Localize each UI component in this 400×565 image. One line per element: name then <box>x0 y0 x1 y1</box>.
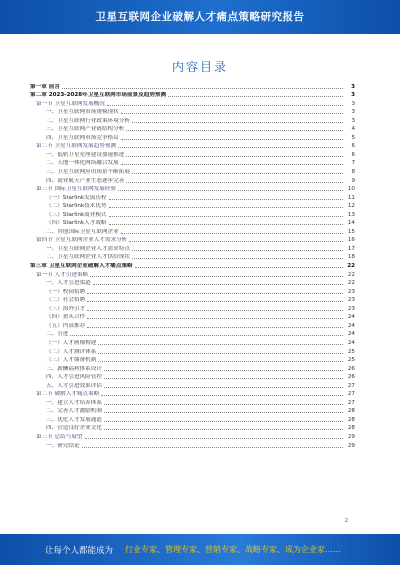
toc-entry-page: 27 <box>347 391 355 398</box>
toc-entry-page: 7 <box>351 160 355 167</box>
toc-leader-dots <box>104 370 343 371</box>
toc-entry-page: 23 <box>347 305 355 312</box>
toc-entry-title: 四、卫星互联网市场竞争格局 <box>46 134 119 141</box>
toc-entry-title: 第四节 卫星互联网企业人才需求分析 <box>36 237 128 244</box>
toc-leader-dots <box>70 335 343 336</box>
toc-entry-page: 16 <box>347 237 355 244</box>
toc-leader-dots <box>109 224 343 225</box>
toc-entry-title: （一）校园招聘 <box>46 288 86 295</box>
toc-entry-page: 24 <box>347 322 355 329</box>
toc-leader-dots <box>90 276 343 277</box>
toc-entry-title: （一）Starlink发展历程 <box>46 194 107 201</box>
toc-entry-page: 9 <box>351 177 355 184</box>
toc-entry[interactable] <box>30 338 355 347</box>
toc-heading: 内容目录 <box>171 60 228 74</box>
toc-leader-dots <box>121 113 343 114</box>
toc-entry-title: 四、营造良好企业文化 <box>46 425 102 432</box>
toc-entry-page: 10 <box>347 186 355 193</box>
toc-entry[interactable] <box>30 133 355 142</box>
toc-leader-dots <box>85 438 343 439</box>
toc-entry-page: 6 <box>351 143 355 150</box>
toc-entry[interactable] <box>30 304 355 313</box>
toc-entry[interactable] <box>30 150 355 159</box>
toc-entry-title: 第三节 国际卫星互联网发展经验 <box>36 186 117 193</box>
toc-leader-dots <box>104 387 343 388</box>
toc-leader-dots <box>93 284 343 285</box>
toc-entry-title: 二、天地一体化网络融合发展 <box>46 160 119 167</box>
toc-entry[interactable] <box>30 270 355 279</box>
footer-slogan: 让每个人都能成为 <box>45 546 114 556</box>
toc-entry-page: 8 <box>351 169 355 176</box>
toc-leader-dots <box>87 318 343 319</box>
toc-leader-dots <box>104 412 343 413</box>
toc-entry-title: 四、人才引进风险管控 <box>46 374 102 381</box>
toc-leader-dots <box>121 139 343 140</box>
toc-entry-title: （二）Starlink技术优势 <box>46 203 107 210</box>
toc-entry-title: （三）海外引才 <box>46 305 86 312</box>
toc-entry[interactable] <box>30 390 355 399</box>
toc-entry-title: 第一节 卫星互联网发展概况 <box>36 100 105 107</box>
toc-entry[interactable] <box>30 125 355 134</box>
toc-entry-title: 五、人才引进效果评估 <box>46 382 102 389</box>
toc-entry-title: 一、卫星互联网市场规模现状 <box>46 109 119 116</box>
toc-entry[interactable] <box>30 441 355 450</box>
toc-entry-page: 13 <box>347 211 355 218</box>
toc-entry[interactable] <box>30 313 355 322</box>
report-footer <box>0 534 400 565</box>
toc-entry[interactable] <box>30 279 355 288</box>
toc-entry[interactable] <box>30 91 355 100</box>
toc-leader-dots <box>104 429 343 430</box>
toc-entry-title: 一、研究结论 <box>46 442 80 449</box>
toc-leader-dots <box>109 207 343 208</box>
toc-leader-dots <box>104 378 343 379</box>
report-header <box>0 0 400 34</box>
toc-entry-title: 三、卫星互联网应用场景不断拓展 <box>46 169 130 176</box>
toc-leader-dots <box>104 421 343 422</box>
toc-entry-title: （二）人才测评体系 <box>46 348 97 355</box>
toc-entry-page: 22 <box>347 280 355 287</box>
toc-entry-page: 27 <box>347 382 355 389</box>
toc-entry[interactable] <box>30 356 355 365</box>
toc-entry[interactable] <box>30 296 355 305</box>
toc-entry-title: 第二节 破解人才痛点策略 <box>36 391 100 398</box>
toc-entry-page: 23 <box>347 288 355 295</box>
toc-entry-page: 28 <box>347 408 355 415</box>
toc-entry[interactable] <box>30 116 355 125</box>
toc-entry[interactable] <box>30 381 355 390</box>
toc-leader-dots <box>118 147 343 148</box>
toc-leader-dots <box>87 310 343 311</box>
toc-entry-page: 11 <box>347 194 355 201</box>
toc-leader-dots <box>118 190 343 191</box>
page-number: 2 <box>344 518 348 524</box>
toc-entry[interactable] <box>30 432 355 441</box>
toc-leader-dots <box>132 250 343 251</box>
toc-entry-title: 二、完善人才激励机制 <box>46 408 102 415</box>
toc-entry-page: 24 <box>347 314 355 321</box>
toc-entry[interactable] <box>30 210 355 219</box>
toc-entry-page: 26 <box>347 374 355 381</box>
toc-entry-title: 第三节 总结与展望 <box>36 433 83 440</box>
toc-leader-dots <box>107 105 343 106</box>
toc-entry-page: 25 <box>347 357 355 364</box>
toc-entry[interactable] <box>30 415 355 424</box>
toc-leader-dots <box>129 241 343 242</box>
toc-entry-title: （三）Starlink商业模式 <box>46 211 107 218</box>
toc-entry[interactable] <box>30 330 355 339</box>
toc-entry-page: 18 <box>347 254 355 261</box>
toc-leader-dots <box>98 353 343 354</box>
toc-entry-page: 28 <box>347 416 355 423</box>
toc-leader-dots <box>126 156 343 157</box>
toc-leader-dots <box>87 293 343 294</box>
toc-leader-dots <box>104 404 343 405</box>
toc-leader-dots <box>82 447 343 448</box>
toc-entry[interactable] <box>30 99 355 108</box>
toc-entry-title: 第三章 卫星互联网企业破解人才痛点策略 <box>30 263 133 270</box>
toc-entry[interactable] <box>30 407 355 416</box>
toc-entry-title: 第二节 卫星互联网发展趋势预测 <box>36 143 117 150</box>
footer-tagline: 行业专家、管理专家、营销专家、战略专家、成为企业家…… <box>125 545 341 554</box>
toc-entry-page: 27 <box>347 399 355 406</box>
toc-entry[interactable] <box>30 167 355 176</box>
toc-leader-dots <box>126 182 343 183</box>
toc-entry[interactable] <box>30 142 355 151</box>
toc-entry[interactable] <box>30 244 355 253</box>
toc-entry-page: 5 <box>351 134 355 141</box>
toc-entry-page: 28 <box>347 425 355 432</box>
toc-leader-dots <box>98 361 343 362</box>
toc-entry[interactable] <box>30 185 355 194</box>
toc-entry[interactable] <box>30 373 355 382</box>
toc-entry-page: 6 <box>351 151 355 158</box>
toc-leader-dots <box>109 216 343 217</box>
toc-entry-page: 22 <box>347 263 355 270</box>
toc-entry-title: 一、建立人才培养体系 <box>46 399 102 406</box>
toc-entry-page: 22 <box>347 271 355 278</box>
toc-entry-page: 24 <box>347 339 355 346</box>
toc-entry-title: 三、卫星互联网产业链结构分析 <box>46 126 125 133</box>
toc-entry[interactable] <box>30 398 355 407</box>
toc-entry-page: 17 <box>347 245 355 252</box>
toc-entry-page: 26 <box>347 365 355 372</box>
report-title: 卫星互联网企业破解人才痛点策略研究报告 <box>95 11 305 23</box>
toc-entry-title: 二、卫星互联网企业人才供给现状 <box>46 254 130 261</box>
toc-entry[interactable] <box>30 253 355 262</box>
toc-entry[interactable] <box>30 108 355 117</box>
toc-entry-title: （一）人才画像构建 <box>46 339 97 346</box>
toc-entry[interactable] <box>30 321 355 330</box>
toc-entry[interactable] <box>30 159 355 168</box>
toc-entry-page: 23 <box>347 297 355 304</box>
toc-entry[interactable] <box>30 82 355 91</box>
toc-entry[interactable] <box>30 424 355 433</box>
toc-entry-title: 一、卫星互联网企业人才需求特点 <box>46 245 130 252</box>
toc-leader-dots <box>132 122 343 123</box>
table-of-contents <box>30 82 355 450</box>
toc-entry[interactable] <box>30 236 355 245</box>
toc-entry-page: 3 <box>351 83 355 90</box>
toc-leader-dots <box>132 258 343 259</box>
toc-entry-page: 3 <box>351 117 355 124</box>
toc-entry[interactable] <box>30 287 355 296</box>
toc-entry-title: 二、卫星互联网行业政策环境分析 <box>46 117 130 124</box>
toc-entry[interactable] <box>30 261 355 270</box>
toc-entry-title: 第二章 2023-2028年卫星互联网市场前景及趋势预测 <box>30 92 167 99</box>
toc-entry[interactable] <box>30 202 355 211</box>
toc-entry-page: 3 <box>351 100 355 107</box>
toc-entry[interactable] <box>30 176 355 185</box>
toc-leader-dots <box>98 344 343 345</box>
toc-entry-page: 15 <box>347 228 355 235</box>
toc-entry-title: （四）猎头合作 <box>46 314 86 321</box>
toc-entry-page: 29 <box>347 433 355 440</box>
toc-entry-title: （二）社会招聘 <box>46 297 86 304</box>
toc-entry[interactable] <box>30 364 355 373</box>
toc-entry-title: 第一章 前言 <box>30 83 60 90</box>
toc-entry-title: 一、低轨卫星星座建设加速推进 <box>46 151 125 158</box>
toc-leader-dots <box>121 233 343 234</box>
toc-entry-page: 12 <box>347 203 355 210</box>
toc-entry-title: 三、优化人才发展通道 <box>46 416 102 423</box>
toc-entry-title: （三）人才储备机制 <box>46 357 97 364</box>
toc-leader-dots <box>168 96 343 97</box>
toc-leader-dots <box>126 130 343 131</box>
toc-leader-dots <box>87 301 343 302</box>
toc-entry-page: 24 <box>347 331 355 338</box>
toc-entry-title: 一、人才引进渠道 <box>46 280 91 287</box>
toc-leader-dots <box>62 88 343 89</box>
toc-entry-page: 25 <box>347 348 355 355</box>
toc-entry-page: 3 <box>351 109 355 116</box>
toc-leader-dots <box>109 199 343 200</box>
toc-entry-page: 4 <box>351 126 355 133</box>
toc-entry-page: 3 <box>351 92 355 99</box>
toc-entry-title: 四、商业航天产业生态逐步完善 <box>46 177 125 184</box>
toc-leader-dots <box>121 164 343 165</box>
toc-entry[interactable] <box>30 227 355 236</box>
toc-entry-title: 二、引进 <box>46 331 69 338</box>
toc-leader-dots <box>135 267 343 268</box>
toc-entry[interactable] <box>30 219 355 228</box>
toc-entry[interactable] <box>30 193 355 202</box>
toc-leader-dots <box>132 173 343 174</box>
toc-entry[interactable] <box>30 347 355 356</box>
toc-entry-page: 29 <box>347 442 355 449</box>
toc-entry-title: （五）内部推荐 <box>46 322 86 329</box>
toc-leader-dots <box>87 327 343 328</box>
toc-entry-page: 14 <box>347 220 355 227</box>
toc-entry-title: （四）Starlink人才战略 <box>46 220 107 227</box>
toc-entry-title: 二、其他国际卫星互联网企业 <box>46 228 119 235</box>
toc-leader-dots <box>101 395 343 396</box>
toc-entry-title: 三、薪酬福利体系设计 <box>46 365 102 372</box>
toc-entry-title: 第一节 人才引进策略 <box>36 271 89 278</box>
